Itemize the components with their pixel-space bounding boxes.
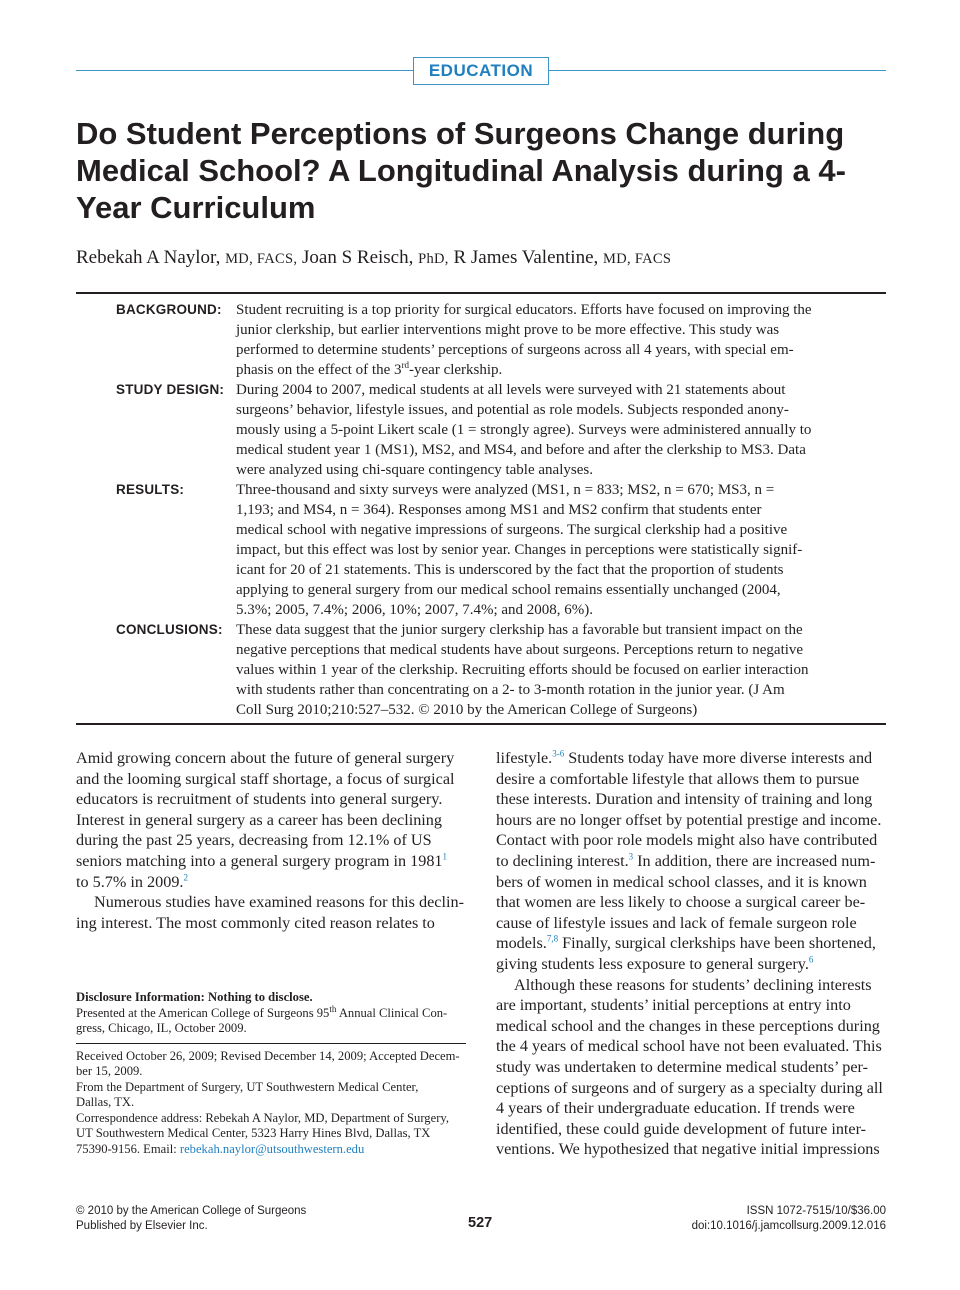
text-line	[496, 954, 886, 975]
presentation-note	[76, 1003, 466, 1022]
text-line	[496, 851, 886, 872]
abstract-label: CONCLUSIONS:	[116, 622, 223, 637]
text-line: Contact with poor role models might also have contributed	[496, 831, 878, 850]
text-fragment: phasis on the effect of the 3	[236, 362, 402, 378]
text-line: ventions. We hypothesized that negative initial impressions	[496, 1140, 880, 1159]
reference-link[interactable]: 3	[628, 851, 634, 862]
reference-link[interactable]: 6	[808, 954, 814, 965]
abstract	[76, 292, 886, 725]
text-line: surgeons’ behavior, lifestyle issues, and potential as role models. Subjects responded anony-	[236, 402, 789, 418]
reference-link[interactable]: 2	[183, 872, 188, 883]
text-line: Three-thousand and sixty surveys were analyzed (MS1, n = 833; MS2, n = 670; MS3, n =	[236, 482, 775, 498]
body-column-right	[496, 748, 886, 1160]
text-line: medical school with negative impressions of surgeons. The surgical clerkship had a positive	[236, 522, 788, 538]
author-credentials: PhD,	[418, 251, 449, 267]
author-credentials: MD, FACS,	[225, 251, 298, 267]
abstract-label: BACKGROUND:	[116, 302, 222, 317]
copyright-text: © 2010 by the American College of Surgeons	[76, 1205, 307, 1217]
text-fragment: to declining interest.	[496, 851, 629, 870]
text-fragment: Presented at the American College of Surgeons 95	[76, 1005, 330, 1020]
section-header	[76, 57, 886, 85]
text-fragment: In addition, there are increased num-	[633, 851, 876, 870]
text-line: Amid growing concern about the future of general surgery	[76, 749, 455, 767]
page-number: 527	[468, 1215, 493, 1231]
abstract-text	[236, 300, 836, 380]
page-footer	[76, 1196, 886, 1236]
text-line: Numerous studies have examined reasons for this declin-	[94, 893, 464, 912]
text-fragment: Students today have more diverse interests and	[564, 749, 873, 767]
text-fragment: Annual Clinical Con-	[336, 1005, 448, 1020]
text-line	[496, 748, 886, 769]
text-line: desire a comfortable lifestyle that allows them to pursue	[496, 769, 860, 788]
footnote-divider	[76, 1043, 466, 1044]
text-fragment: -year clerkship.	[409, 362, 503, 378]
text-line: During 2004 to 2007, medical students at all levels were surveyed with 21 statements about	[236, 382, 786, 398]
text-line: applying to general surgery from our medical school remains essentially unchanged (2004,	[236, 582, 781, 598]
reference-link[interactable]: 7,8	[546, 933, 559, 944]
author-name: Joan S Reisch,	[302, 247, 414, 268]
superscript: th	[329, 1003, 337, 1014]
text-line: 5.3%; 2005, 7.4%; 2006, 10%; 2007, 7.4%; and 2008, 6%).	[236, 602, 594, 618]
text-line: Student recruiting is a top priority for surgical educators. Efforts have focused on improving the	[236, 302, 812, 318]
text-fragment: to 5.7% in 2009.	[76, 872, 184, 891]
text-fragment: giving students less exposure to general surgery.	[496, 954, 809, 973]
disclosure-note: Disclosure Information: Nothing to disclose.	[76, 990, 313, 1004]
section-tag: EDUCATION	[413, 57, 549, 85]
doi-text: doi:10.1016/j.jamcollsurg.2009.12.016	[691, 1220, 886, 1232]
footer-left	[76, 1204, 306, 1234]
author-name: Rebekah A Naylor,	[76, 247, 221, 268]
footnotes	[76, 990, 466, 1157]
text-fragment: Finally, surgical clerkships have been shortened,	[558, 934, 876, 953]
text-line: cause of lifestyle issues and lack of female surgeon role	[496, 913, 857, 932]
abstract-label: STUDY DESIGN:	[116, 382, 225, 397]
text-line: medical school and the changes in these perceptions during	[496, 1016, 880, 1035]
affiliation-note: From the Department of Surgery, UT Southwestern Medical Center,	[76, 1079, 419, 1094]
abstract-text	[236, 480, 836, 620]
text-fragment: lifestyle.	[496, 749, 553, 767]
body-column-left	[76, 748, 466, 933]
abstract-text	[236, 620, 836, 720]
author-list	[76, 245, 671, 272]
text-line: medical student year 1 (MS1), MS2, and MS4, and before and after the clerkship to MS3. Data	[236, 442, 806, 458]
text-line: identified, these could guide development of future inter-	[496, 1119, 867, 1138]
text-fragment: seniors matching into a general surgery program in 1981	[76, 851, 443, 870]
text-line: and the looming surgical staff shortage, a focus of surgical	[76, 769, 455, 788]
email-link[interactable]: rebekah.naylor@utsouthwestern.edu	[179, 1141, 365, 1156]
text-line: hours are no longer offset by potential prestige and income.	[496, 810, 882, 829]
author-name: R James Valentine,	[453, 247, 599, 268]
text-line: Coll Surg 2010;210:527–532. © 2010 by the American College of Surgeons)	[236, 702, 698, 718]
presentation-note: gress, Chicago, IL, October 2009.	[76, 1021, 247, 1035]
text-line: These data suggest that the junior surgery clerkship has a favorable but transient impact on the	[236, 622, 803, 638]
correspondence-note: UT Southwestern Medical Center, 5323 Harry Hines Blvd, Dallas, TX	[76, 1126, 431, 1140]
text-line: these interests. Duration and intensity of training and long	[496, 790, 873, 809]
author-credentials: MD, FACS	[603, 251, 672, 267]
text-line	[76, 872, 466, 893]
text-fragment: models.	[496, 934, 547, 953]
text-line: Although these reasons for students’ declining interests	[514, 975, 872, 994]
text-line: with students rather than concentrating on a 2- to 3-month rotation in the junior year. (J Am	[236, 682, 785, 698]
publisher-text: Published by Elsevier Inc.	[76, 1220, 208, 1232]
text-line	[236, 360, 836, 380]
text-line: icant for 20 of 21 statements. This is underscored by the fact that the proportion of students	[236, 562, 784, 578]
text-line: bers of women in medical school classes, and it is known	[496, 872, 867, 891]
paragraph	[76, 748, 466, 892]
text-line: values within 1 year of the clerkship. Recruiting efforts should be focused on earlier interaction	[236, 662, 809, 678]
issn-text: ISSN 1072-7515/10/$36.00	[746, 1205, 886, 1217]
text-line: the 4 years of medical school have not been evaluated. This	[496, 1037, 882, 1056]
article-title: Do Student Perceptions of Surgeons Change during Medical School? A Longitudinal Analysis during a 4-Year Curriculum	[76, 116, 846, 225]
abstract-text	[236, 380, 836, 480]
received-note: Received October 26, 2009; Revised December 14, 2009; Accepted Decem-	[76, 1048, 460, 1063]
text-line: negative perceptions that medical students have about surgeons. Perceptions return to negative	[236, 642, 804, 658]
reference-link[interactable]: 3-6	[552, 748, 565, 759]
affiliation-note: Dallas, TX.	[76, 1095, 135, 1109]
paragraph	[496, 748, 886, 975]
paragraph	[76, 892, 466, 933]
text-line: were analyzed using chi-square contingency table analyses.	[236, 462, 593, 478]
correspondence-note: Correspondence address: Rebekah A Naylor, MD, Department of Surgery,	[76, 1110, 450, 1125]
abstract-label: RESULTS:	[116, 482, 185, 497]
text-line: ceptions of surgeons and of surgery as a specialty during all	[496, 1078, 883, 1097]
text-line: study was undertaken to determine medical students’ per-	[496, 1057, 869, 1076]
text-line: educators is recruitment of students into general surgery.	[76, 790, 443, 809]
text-line	[496, 933, 886, 954]
text-line: impact, but this effect was lost by senior year. Changes in perceptions were statistically signif-	[236, 542, 803, 558]
text-line	[76, 851, 466, 872]
text-line: are important, students’ initial perceptions at entry into	[496, 996, 851, 1015]
text-line: 1,193; and MS4, n = 364). Responses among MS1 and MS2 confirm that students enter	[236, 502, 762, 518]
text-line: performed to determine students’ perceptions of surgeons across all 4 years, with special em-	[236, 342, 794, 358]
text-line: Interest in general surgery as a career has been declining	[76, 810, 442, 829]
superscript: rd	[401, 360, 410, 370]
correspondence-note	[76, 1142, 466, 1158]
footer-right	[692, 1204, 886, 1234]
paragraph	[496, 975, 886, 1160]
text-line: during the past 25 years, decreasing from 12.1% of US	[76, 831, 432, 850]
text-line: that women are less likely to choose a surgical career be-	[496, 893, 866, 912]
received-note: ber 15, 2009.	[76, 1064, 143, 1078]
text-fragment: 75390-9156. Email:	[76, 1141, 180, 1156]
text-line: mously using a 5-point Likert scale (1 = strongly agree). Surveys were administered annually to	[236, 422, 812, 438]
text-line: ing interest. The most commonly cited reason relates to	[76, 913, 435, 932]
reference-link[interactable]: 1	[442, 851, 448, 862]
text-line: 4 years of their undergraduate education. If trends were	[496, 1099, 855, 1118]
text-line: junior clerkship, but earlier interventions might prove to be more effective. This study was	[236, 322, 780, 338]
